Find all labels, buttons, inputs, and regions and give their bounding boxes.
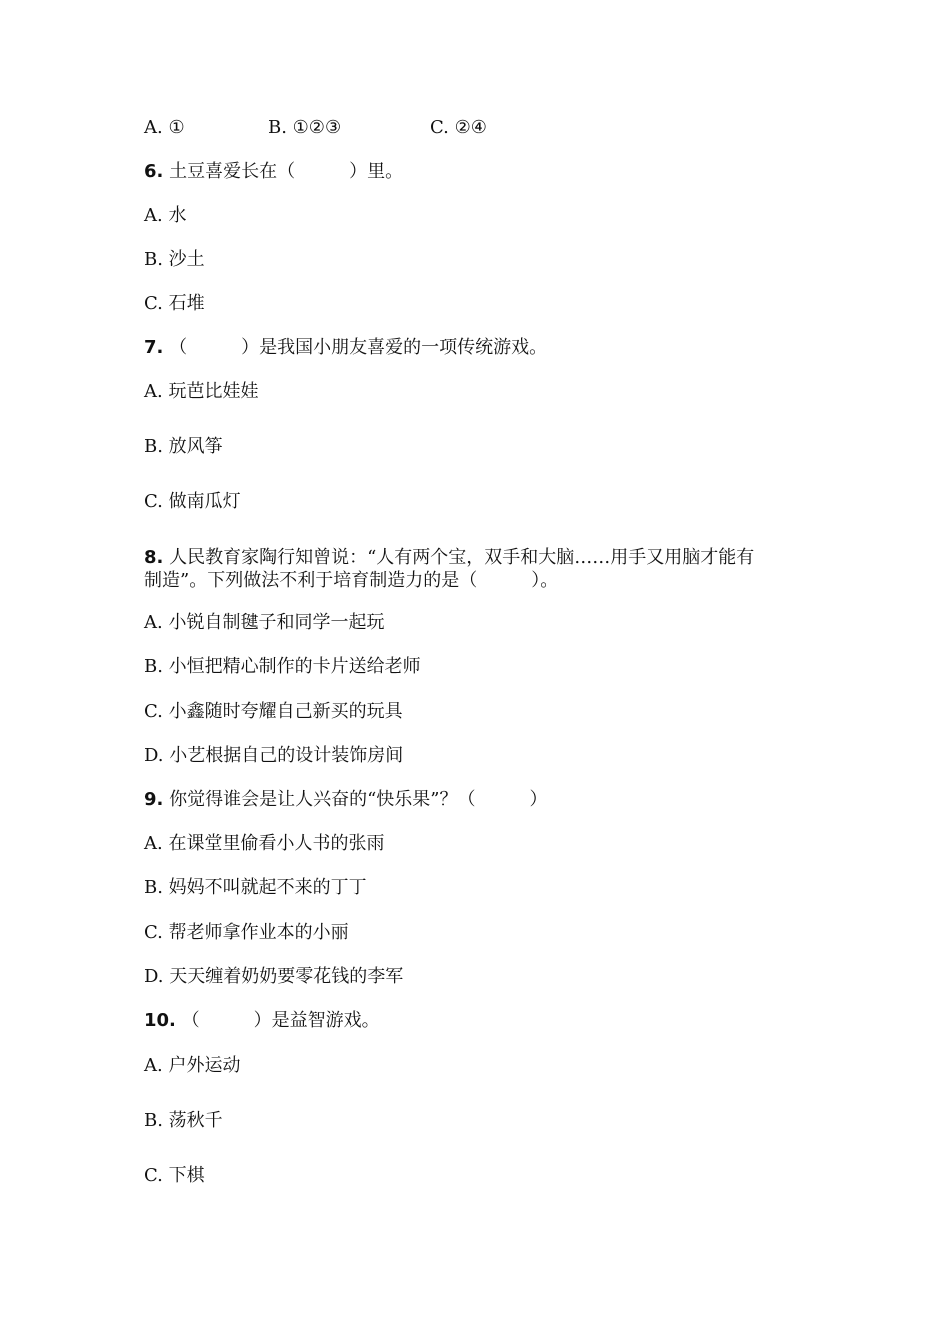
question-number: 9. [144,789,164,810]
q7-option-b: B. 放风筝 [144,436,223,457]
q10-option-b: B. 荡秋千 [144,1110,223,1131]
q7-option-c: C. 做南瓜灯 [144,491,241,512]
question-stem: 你觉得谁会是让人兴奋的“快乐果”？（ ） [169,789,548,810]
q8-option-a: A. 小锐自制毽子和同学一起玩 [144,612,385,633]
question-number: 6. [144,161,164,182]
question-10 [144,1010,380,1032]
q8-option-b: B. 小恒把精心制作的卡片送给老师 [144,656,421,677]
question-stem: （ ）是益智游戏。 [181,1010,380,1031]
q5-option-b: B. ①②③ [268,117,342,138]
q8-option-c: C. 小鑫随时夸耀自己新买的玩具 [144,701,403,722]
question-8-stem-line-2: 制造”。下列做法不利于培育制造力的是（ ）。 [144,570,559,591]
question-9 [144,789,548,811]
q5-option-a: A. ① [144,117,185,138]
q10-option-c: C. 下棋 [144,1165,205,1186]
q9-option-a: A. 在课堂里偷看小人书的张雨 [144,833,385,854]
question-stem-line-1: 人民教育家陶行知曾说：“人有两个宝，双手和大脑……用手又用脑才能有 [169,547,755,568]
q9-option-d: D. 天天缠着奶奶要零花钱的李军 [144,966,404,987]
question-number: 8. [144,547,164,568]
q10-option-a: A. 户外运动 [144,1055,241,1076]
q8-option-d: D. 小艺根据自己的设计装饰房间 [144,745,404,766]
q9-option-c: C. 帮老师拿作业本的小丽 [144,922,349,943]
question-8 [144,547,754,569]
q6-option-c: C. 石堆 [144,293,205,314]
question-stem: （ ）是我国小朋友喜爱的一项传统游戏。 [169,337,548,358]
q9-option-b: B. 妈妈不叫就起不来的丁丁 [144,877,367,898]
q5-option-c: C. ②④ [430,117,487,138]
question-number: 10. [144,1010,176,1031]
q6-option-b: B. 沙土 [144,249,205,270]
q7-option-a: A. 玩芭比娃娃 [144,381,259,402]
question-6 [144,161,403,183]
question-number: 7. [144,337,164,358]
question-stem: 土豆喜爱长在（ ）里。 [169,161,404,182]
question-7 [144,337,547,359]
q6-option-a: A. 水 [144,205,187,226]
